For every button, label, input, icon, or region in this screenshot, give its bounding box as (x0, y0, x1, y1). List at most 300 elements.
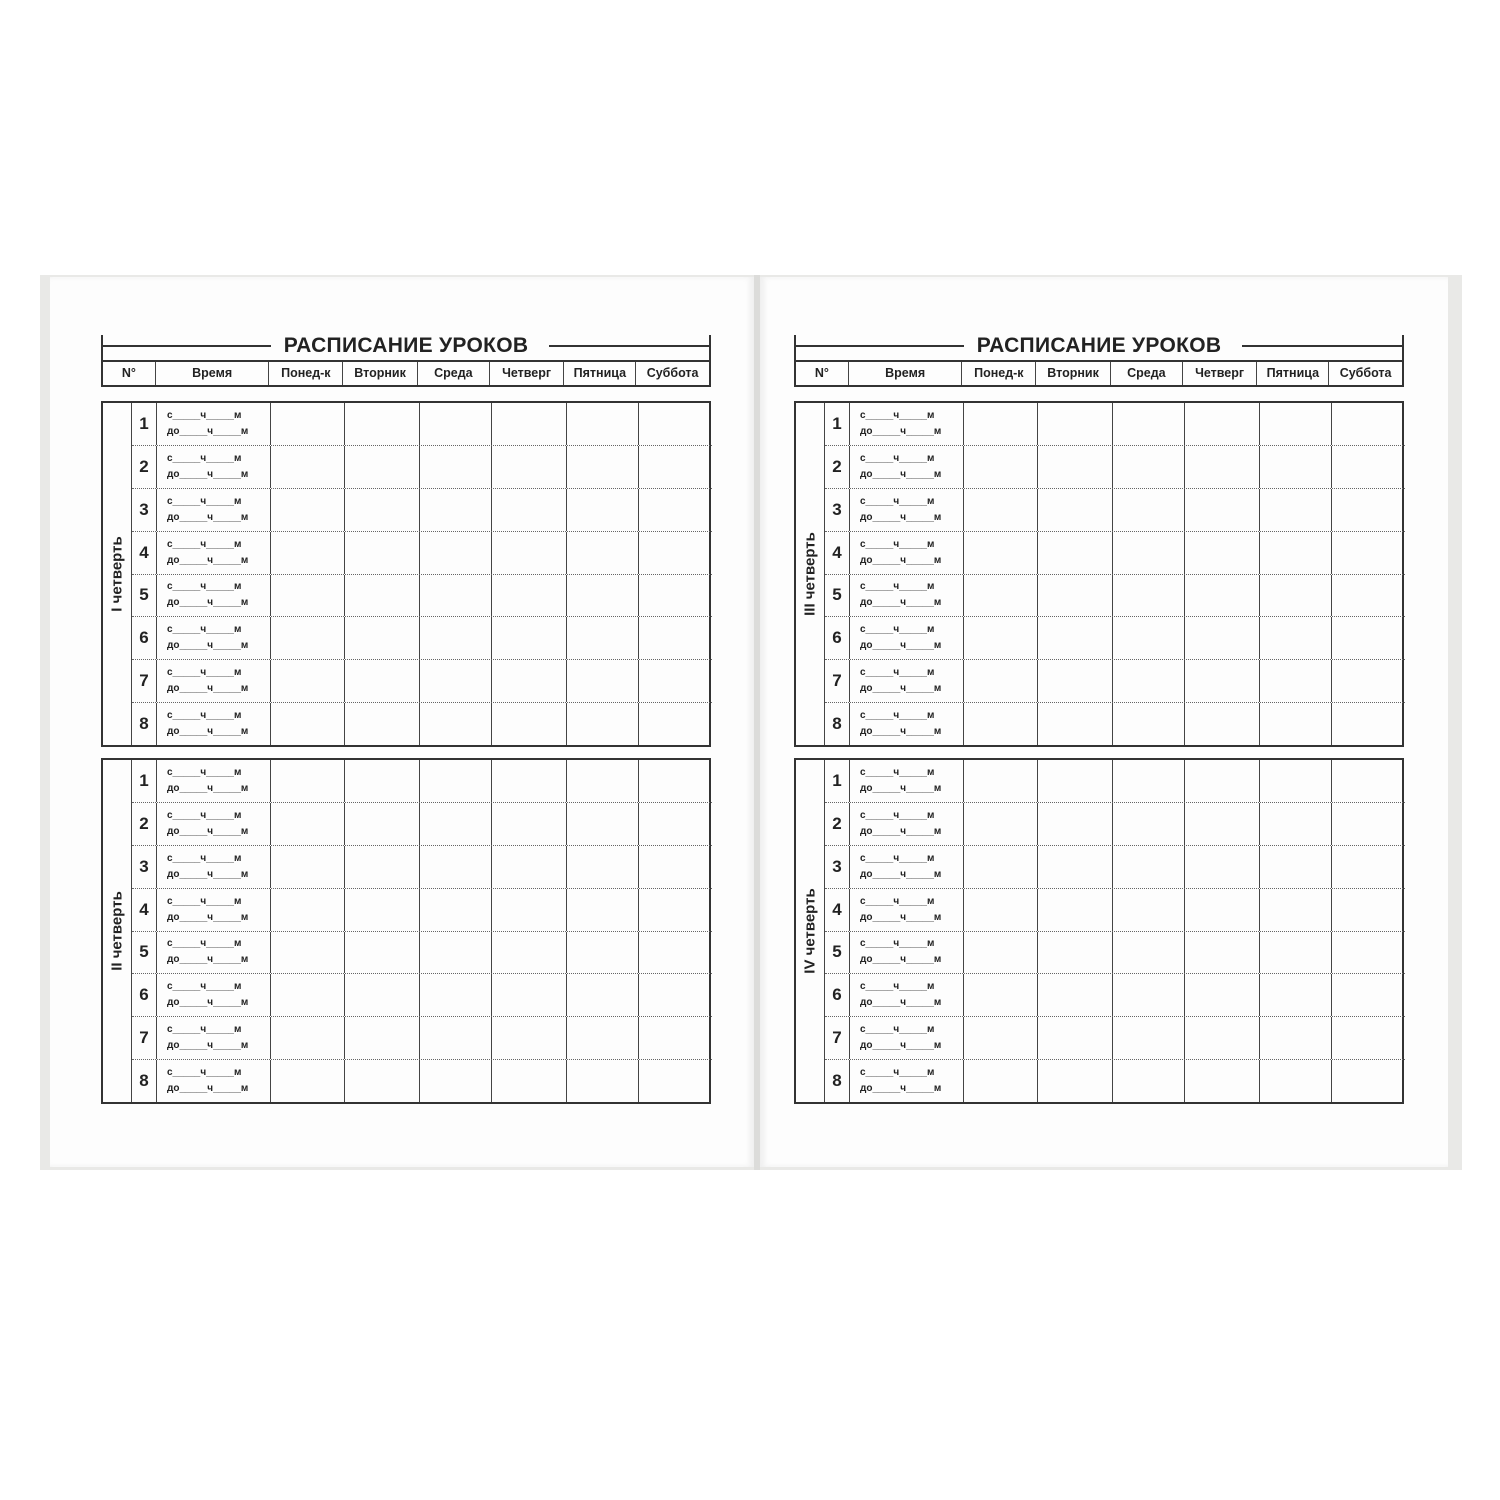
subject-cell[interactable] (491, 532, 566, 574)
subject-cell[interactable] (419, 575, 491, 617)
subject-cell[interactable] (344, 617, 419, 659)
subject-cell[interactable] (270, 846, 344, 888)
subject-cell[interactable] (491, 575, 566, 617)
lesson-row (132, 760, 712, 803)
subject-cell[interactable] (963, 489, 1037, 531)
subject-cell[interactable] (638, 974, 712, 1016)
column-header-day: Среда (417, 362, 489, 385)
subject-cell[interactable] (1037, 532, 1112, 574)
subject-cell[interactable] (491, 660, 566, 702)
subject-cell[interactable] (566, 1060, 638, 1102)
lesson-number: 1 (832, 413, 842, 433)
time-cell[interactable] (849, 1017, 963, 1059)
subject-cell[interactable] (1112, 974, 1184, 1016)
subject-cell[interactable] (1184, 532, 1259, 574)
time-to: до_____ч_____м (860, 825, 942, 837)
subject-cell[interactable] (419, 932, 491, 974)
subject-cell[interactable] (344, 846, 419, 888)
subject-cell[interactable] (963, 703, 1037, 745)
time-cell[interactable] (156, 660, 270, 702)
subject-cell[interactable] (963, 532, 1037, 574)
subject-cell[interactable] (419, 1017, 491, 1059)
subject-cell[interactable] (1184, 660, 1259, 702)
subject-cell[interactable] (1331, 617, 1405, 659)
time-cell[interactable] (849, 660, 963, 702)
subject-cell[interactable] (638, 760, 712, 802)
right-page (760, 277, 1448, 1167)
subject-cell[interactable] (419, 760, 491, 802)
lesson-number: 4 (832, 542, 842, 562)
time-cell[interactable] (156, 760, 270, 802)
subject-cell[interactable] (1259, 889, 1331, 931)
time-from: с_____ч_____м (167, 1067, 242, 1079)
subject-cell[interactable] (566, 532, 638, 574)
subject-cell[interactable] (638, 489, 712, 531)
lesson-number: 8 (139, 1071, 149, 1091)
time-cell[interactable] (849, 760, 963, 802)
subject-cell[interactable] (419, 446, 491, 488)
subject-cell[interactable] (344, 760, 419, 802)
subject-cell[interactable] (491, 446, 566, 488)
subject-cell[interactable] (491, 932, 566, 974)
subject-cell[interactable] (638, 846, 712, 888)
subject-cell[interactable] (1037, 703, 1112, 745)
column-header-day: Вторник (342, 362, 417, 385)
lesson-number: 8 (832, 714, 842, 734)
subject-cell[interactable] (270, 803, 344, 845)
subject-cell[interactable] (1259, 489, 1331, 531)
time-cell[interactable] (849, 575, 963, 617)
time-from: с_____ч_____м (860, 538, 935, 550)
subject-cell[interactable] (566, 846, 638, 888)
column-header-row (103, 360, 709, 385)
subject-cell[interactable] (419, 1060, 491, 1102)
subject-cell[interactable] (270, 760, 344, 802)
subject-cell[interactable] (1112, 617, 1184, 659)
subject-cell[interactable] (1259, 1017, 1331, 1059)
time-to: до_____ч_____м (167, 825, 249, 837)
left-page (50, 277, 754, 1167)
subject-cell[interactable] (344, 1017, 419, 1059)
subject-cell[interactable] (1112, 446, 1184, 488)
time-from: с_____ч_____м (860, 452, 935, 464)
subject-cell[interactable] (344, 889, 419, 931)
subject-cell[interactable] (491, 760, 566, 802)
subject-cell[interactable] (1259, 617, 1331, 659)
subject-cell[interactable] (1112, 532, 1184, 574)
time-to: до_____ч_____м (860, 597, 942, 609)
quarter-label-cell (796, 760, 825, 1102)
time-cell[interactable] (156, 446, 270, 488)
subject-cell[interactable] (638, 932, 712, 974)
column-header-number: N° (121, 366, 136, 380)
subject-cell[interactable] (1331, 932, 1405, 974)
time-cell[interactable] (849, 703, 963, 745)
subject-cell[interactable] (419, 403, 491, 445)
subject-cell[interactable] (1331, 403, 1405, 445)
subject-cell[interactable] (963, 932, 1037, 974)
subject-cell[interactable] (1112, 403, 1184, 445)
time-to: до_____ч_____м (167, 554, 249, 566)
lesson-number: 3 (832, 856, 842, 876)
subject-cell[interactable] (566, 760, 638, 802)
subject-cell[interactable] (963, 575, 1037, 617)
subject-cell[interactable] (491, 974, 566, 1016)
page-title: РАСПИСАНИЕ УРОКОВ (976, 334, 1222, 357)
subject-cell[interactable] (1184, 803, 1259, 845)
subject-cell[interactable] (1037, 846, 1112, 888)
subject-cell[interactable] (1112, 932, 1184, 974)
subject-cell[interactable] (1331, 575, 1405, 617)
quarter-label-cell (103, 403, 132, 745)
time-cell[interactable] (156, 489, 270, 531)
subject-cell[interactable] (491, 617, 566, 659)
subject-cell[interactable] (963, 974, 1037, 1016)
subject-cell[interactable] (566, 889, 638, 931)
subject-cell[interactable] (1331, 846, 1405, 888)
time-cell[interactable] (849, 846, 963, 888)
subject-cell[interactable] (1259, 760, 1331, 802)
subject-cell[interactable] (638, 575, 712, 617)
time-from: с_____ч_____м (860, 981, 935, 993)
lesson-number: 1 (139, 770, 149, 790)
time-from: с_____ч_____м (860, 1067, 935, 1079)
subject-cell[interactable] (491, 489, 566, 531)
subject-cell[interactable] (1184, 974, 1259, 1016)
time-from: с_____ч_____м (167, 710, 242, 722)
lesson-number: 4 (139, 899, 149, 919)
time-cell[interactable] (849, 974, 963, 1016)
time-to: до_____ч_____м (167, 997, 249, 1009)
subject-cell[interactable] (270, 532, 344, 574)
subject-cell[interactable] (344, 974, 419, 1016)
time-from: с_____ч_____м (167, 624, 242, 636)
time-from: с_____ч_____м (167, 538, 242, 550)
subject-cell[interactable] (963, 846, 1037, 888)
subject-cell[interactable] (566, 974, 638, 1016)
lesson-number: 1 (139, 413, 149, 433)
subject-cell[interactable] (1037, 446, 1112, 488)
subject-cell[interactable] (344, 1060, 419, 1102)
subject-cell[interactable] (270, 575, 344, 617)
subject-cell[interactable] (1184, 889, 1259, 931)
time-to: до_____ч_____м (860, 997, 942, 1009)
subject-cell[interactable] (1184, 489, 1259, 531)
subject-cell[interactable] (963, 1060, 1037, 1102)
subject-cell[interactable] (270, 1017, 344, 1059)
time-cell[interactable] (156, 803, 270, 845)
subject-cell[interactable] (566, 446, 638, 488)
subject-cell[interactable] (344, 932, 419, 974)
subject-cell[interactable] (491, 403, 566, 445)
subject-cell[interactable] (1259, 660, 1331, 702)
time-cell[interactable] (849, 889, 963, 931)
subject-cell[interactable] (491, 1017, 566, 1059)
subject-cell[interactable] (1037, 660, 1112, 702)
subject-cell[interactable] (1331, 803, 1405, 845)
subject-cell[interactable] (638, 532, 712, 574)
time-cell[interactable] (156, 575, 270, 617)
subject-cell[interactable] (1037, 760, 1112, 802)
subject-cell[interactable] (1184, 617, 1259, 659)
subject-cell[interactable] (419, 489, 491, 531)
time-to: до_____ч_____м (167, 511, 249, 523)
time-cell[interactable] (156, 974, 270, 1016)
subject-cell[interactable] (1331, 1017, 1405, 1059)
subject-cell[interactable] (1112, 760, 1184, 802)
subject-cell[interactable] (419, 703, 491, 745)
lesson-row (825, 403, 1405, 446)
lesson-number: 6 (832, 628, 842, 648)
time-cell[interactable] (849, 532, 963, 574)
subject-cell[interactable] (638, 1017, 712, 1059)
subject-cell[interactable] (1331, 532, 1405, 574)
lesson-row (132, 803, 712, 846)
subject-cell[interactable] (1037, 617, 1112, 659)
subject-cell[interactable] (963, 660, 1037, 702)
lesson-row (825, 1060, 1405, 1102)
subject-cell[interactable] (419, 846, 491, 888)
subject-cell[interactable] (419, 974, 491, 1016)
subject-cell[interactable] (1037, 489, 1112, 531)
subject-cell[interactable] (1112, 489, 1184, 531)
subject-cell[interactable] (1037, 932, 1112, 974)
subject-cell[interactable] (270, 617, 344, 659)
subject-cell[interactable] (1184, 760, 1259, 802)
time-cell[interactable] (849, 1060, 963, 1102)
subject-cell[interactable] (1184, 1017, 1259, 1059)
time-from: с_____ч_____м (860, 710, 935, 722)
subject-cell[interactable] (566, 803, 638, 845)
subject-cell[interactable] (1184, 575, 1259, 617)
subject-cell[interactable] (491, 703, 566, 745)
lesson-row (132, 1060, 712, 1102)
lesson-number: 2 (832, 456, 842, 476)
subject-cell[interactable] (270, 403, 344, 445)
lesson-number: 8 (139, 714, 149, 734)
subject-cell[interactable] (1259, 974, 1331, 1016)
subject-cell[interactable] (1259, 1060, 1331, 1102)
column-header-time: Время (155, 362, 269, 385)
subject-cell[interactable] (566, 1017, 638, 1059)
lesson-number: 1 (832, 770, 842, 790)
time-cell[interactable] (156, 1017, 270, 1059)
subject-cell[interactable] (1259, 932, 1331, 974)
subject-cell[interactable] (566, 660, 638, 702)
time-to: до_____ч_____м (167, 868, 249, 880)
subject-cell[interactable] (491, 803, 566, 845)
subject-cell[interactable] (1037, 889, 1112, 931)
subject-cell[interactable] (638, 803, 712, 845)
subject-cell[interactable] (1037, 1060, 1112, 1102)
column-header-day: Пятница (563, 362, 635, 385)
schedule-header (101, 335, 711, 387)
column-header-day: Четверг (1182, 362, 1257, 385)
subject-cell[interactable] (1331, 760, 1405, 802)
subject-cell[interactable] (566, 403, 638, 445)
schedule-sheet-right (794, 335, 1404, 1104)
subject-cell[interactable] (963, 446, 1037, 488)
lesson-row (825, 760, 1405, 803)
subject-cell[interactable] (491, 846, 566, 888)
lesson-row (825, 974, 1405, 1017)
subject-cell[interactable] (1259, 803, 1331, 845)
time-cell[interactable] (156, 846, 270, 888)
subject-cell[interactable] (1259, 446, 1331, 488)
subject-cell[interactable] (1112, 575, 1184, 617)
subject-cell[interactable] (270, 889, 344, 931)
subject-cell[interactable] (963, 889, 1037, 931)
subject-cell[interactable] (270, 1060, 344, 1102)
subject-cell[interactable] (1112, 889, 1184, 931)
subject-cell[interactable] (419, 660, 491, 702)
subject-cell[interactable] (638, 703, 712, 745)
subject-cell[interactable] (1112, 803, 1184, 845)
subject-cell[interactable] (1184, 403, 1259, 445)
subject-cell[interactable] (1259, 575, 1331, 617)
subject-cell[interactable] (491, 889, 566, 931)
subject-cell[interactable] (1331, 446, 1405, 488)
time-from: с_____ч_____м (167, 667, 242, 679)
lesson-row (825, 889, 1405, 932)
time-from: с_____ч_____м (860, 1024, 935, 1036)
time-from: с_____ч_____м (860, 581, 935, 593)
subject-cell[interactable] (566, 617, 638, 659)
subject-cell[interactable] (1184, 846, 1259, 888)
subject-cell[interactable] (419, 532, 491, 574)
subject-cell[interactable] (344, 703, 419, 745)
subject-cell[interactable] (1112, 660, 1184, 702)
time-to: до_____ч_____м (860, 726, 942, 738)
lesson-row (132, 489, 712, 532)
subject-cell[interactable] (270, 932, 344, 974)
lesson-row (132, 617, 712, 660)
subject-cell[interactable] (344, 532, 419, 574)
time-cell[interactable] (156, 889, 270, 931)
subject-cell[interactable] (566, 489, 638, 531)
subject-cell[interactable] (270, 974, 344, 1016)
subject-cell[interactable] (344, 803, 419, 845)
subject-cell[interactable] (963, 803, 1037, 845)
subject-cell[interactable] (1184, 446, 1259, 488)
subject-cell[interactable] (344, 660, 419, 702)
subject-cell[interactable] (419, 803, 491, 845)
lesson-number: 6 (832, 985, 842, 1005)
subject-cell[interactable] (1037, 403, 1112, 445)
column-header-day: Вторник (1035, 362, 1110, 385)
time-from: с_____ч_____м (860, 624, 935, 636)
subject-cell[interactable] (344, 575, 419, 617)
time-cell[interactable] (849, 617, 963, 659)
lesson-row (132, 889, 712, 932)
lesson-number: 6 (139, 985, 149, 1005)
subject-cell[interactable] (963, 1017, 1037, 1059)
time-cell[interactable] (156, 932, 270, 974)
subject-cell[interactable] (1112, 703, 1184, 745)
lesson-rows (132, 760, 712, 1102)
subject-cell[interactable] (491, 1060, 566, 1102)
time-cell[interactable] (156, 1060, 270, 1102)
subject-cell[interactable] (270, 489, 344, 531)
time-cell[interactable] (849, 489, 963, 531)
subject-cell[interactable] (270, 660, 344, 702)
subject-cell[interactable] (1184, 1060, 1259, 1102)
lesson-row (132, 446, 712, 489)
time-cell[interactable] (156, 703, 270, 745)
subject-cell[interactable] (419, 617, 491, 659)
subject-cell[interactable] (1037, 803, 1112, 845)
subject-cell[interactable] (270, 703, 344, 745)
subject-cell[interactable] (1331, 703, 1405, 745)
time-cell[interactable] (849, 803, 963, 845)
time-from: с_____ч_____м (860, 495, 935, 507)
subject-cell[interactable] (1331, 489, 1405, 531)
subject-cell[interactable] (1112, 846, 1184, 888)
lesson-row (132, 1017, 712, 1060)
subject-cell[interactable] (1331, 974, 1405, 1016)
subject-cell[interactable] (566, 932, 638, 974)
subject-cell[interactable] (638, 660, 712, 702)
subject-cell[interactable] (1037, 974, 1112, 1016)
subject-cell[interactable] (1112, 1017, 1184, 1059)
subject-cell[interactable] (1331, 1060, 1405, 1102)
time-cell[interactable] (849, 932, 963, 974)
subject-cell[interactable] (1184, 703, 1259, 745)
subject-cell[interactable] (963, 403, 1037, 445)
subject-cell[interactable] (638, 617, 712, 659)
time-cell[interactable] (156, 617, 270, 659)
subject-cell[interactable] (638, 1060, 712, 1102)
lesson-row (825, 575, 1405, 618)
lesson-number: 6 (139, 628, 149, 648)
time-to: до_____ч_____м (860, 782, 942, 794)
subject-cell[interactable] (566, 575, 638, 617)
lesson-number: 4 (832, 899, 842, 919)
subject-cell[interactable] (638, 446, 712, 488)
time-cell[interactable] (156, 532, 270, 574)
subject-cell[interactable] (1259, 532, 1331, 574)
time-from: с_____ч_____м (167, 809, 242, 821)
subject-cell[interactable] (963, 617, 1037, 659)
time-to: до_____ч_____м (860, 554, 942, 566)
subject-cell[interactable] (344, 403, 419, 445)
subject-cell[interactable] (1331, 889, 1405, 931)
subject-cell[interactable] (344, 446, 419, 488)
subject-cell[interactable] (344, 489, 419, 531)
subject-cell[interactable] (963, 760, 1037, 802)
lesson-number: 7 (832, 671, 842, 691)
subject-cell[interactable] (1259, 703, 1331, 745)
subject-cell[interactable] (419, 889, 491, 931)
subject-cell[interactable] (1184, 932, 1259, 974)
subject-cell[interactable] (1037, 1017, 1112, 1059)
subject-cell[interactable] (1112, 1060, 1184, 1102)
subject-cell[interactable] (1037, 575, 1112, 617)
subject-cell[interactable] (638, 403, 712, 445)
time-cell[interactable] (849, 446, 963, 488)
subject-cell[interactable] (1331, 660, 1405, 702)
time-cell[interactable] (156, 403, 270, 445)
subject-cell[interactable] (1259, 846, 1331, 888)
time-cell[interactable] (849, 403, 963, 445)
subject-cell[interactable] (566, 703, 638, 745)
subject-cell[interactable] (270, 446, 344, 488)
subject-cell[interactable] (638, 889, 712, 931)
time-from: с_____ч_____м (860, 938, 935, 950)
subject-cell[interactable] (1259, 403, 1331, 445)
time-to: до_____ч_____м (167, 1083, 249, 1095)
column-header-day: Понед-к (268, 362, 342, 385)
